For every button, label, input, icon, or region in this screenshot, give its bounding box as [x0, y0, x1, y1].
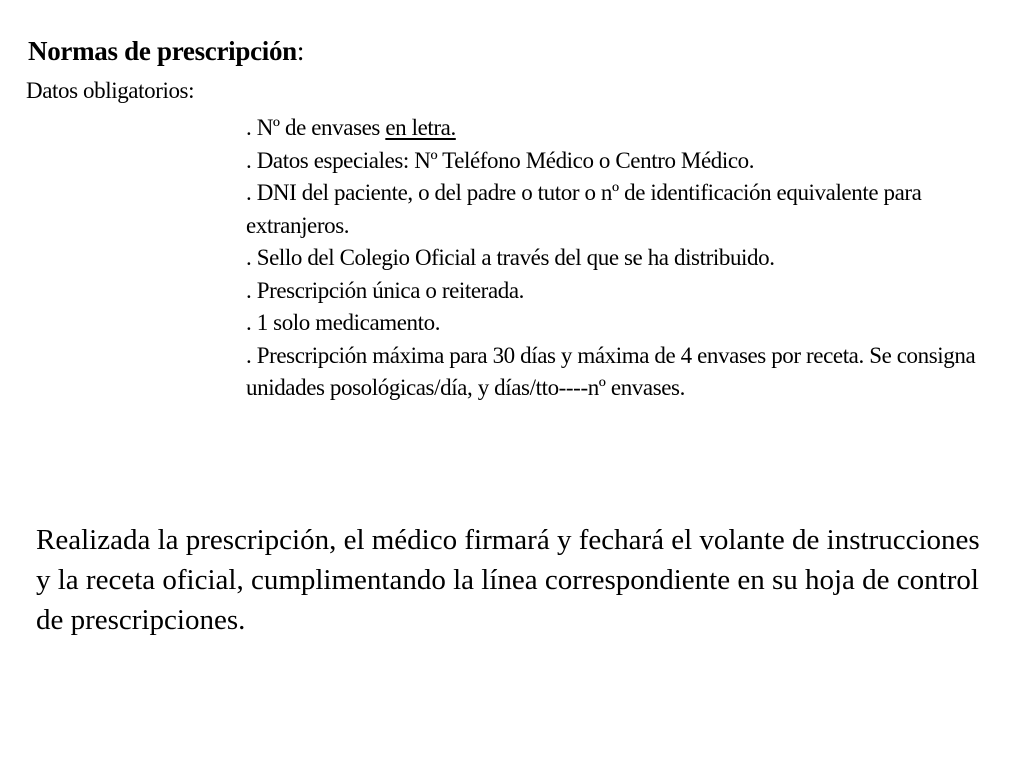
- list-item-single-medication: . 1 solo medicamento.: [246, 310, 441, 335]
- list-item-prescription-type: . Prescripción única o reiterada.: [246, 277, 525, 303]
- mandatory-data-list: [246, 112, 986, 405]
- list-item-official-seal: . Sello del Colegio Oficial a través del que se ha distribuido.: [246, 245, 775, 270]
- list-item-special-data: . Datos especiales: Nº Teléfono Médico o Centro Médico.: [246, 147, 755, 173]
- list-item-package-count: [246, 112, 986, 145]
- list-item-package-count-prefix: . Nº de envases: [246, 115, 386, 140]
- list-item-package-count-underlined: en letra.: [385, 115, 456, 140]
- slide-title-colon: :: [296, 36, 305, 66]
- section-label-mandatory-data: Datos obligatorios:: [26, 78, 195, 103]
- list-item-max-prescription: . Prescripción máxima para 30 días y máxima de 4 envases por receta. Se consigna unidades posológicas/día, y días/tto----nº envases.: [246, 342, 976, 400]
- closing-paragraph: Realizada la prescripción, el médico firmará y fechará el volante de instrucciones y la receta oficial, cumplimentando la línea correspondiente en su hoja de control de prescripciones.: [36, 524, 980, 636]
- list-item-patient-id: . DNI del paciente, o del padre o tutor o nº de identificación equivalente para extranjeros.: [246, 180, 922, 238]
- slide-title-text: Normas de prescripción: [28, 36, 297, 66]
- slide-title: [28, 36, 304, 67]
